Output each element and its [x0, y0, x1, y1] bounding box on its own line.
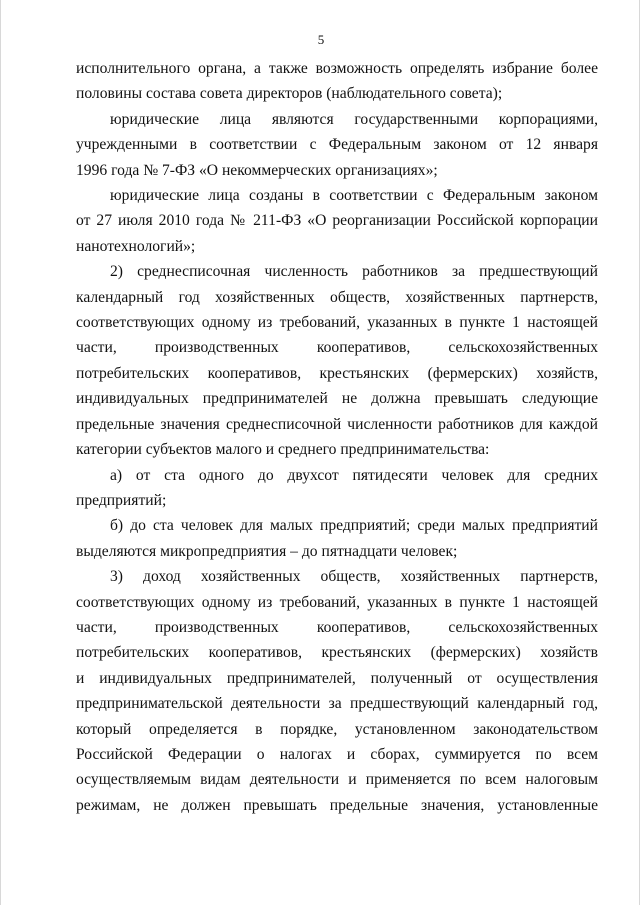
text-line: календарный год хозяйственных обществ, хозяйственных партнерств,: [76, 288, 598, 306]
text-line: а) от ста одного до двухсот пятидесяти человек для средних предприятий;: [76, 466, 598, 509]
text-line: части, производственных кооперативов, сельскохозяйственных: [76, 618, 598, 636]
text-line: части, производственных кооперативов, сельскохозяйственных: [76, 339, 598, 357]
text-line: от 27 июля 2010 года № 211-ФЗ «О реорганизации Российской корпорации: [76, 212, 598, 230]
page-number: 5: [317, 32, 325, 47]
text-line: категории субъектов малого и среднего предпринимательства:: [76, 441, 490, 459]
text-line: Российской Федерации о налогах и сборах, суммируется по всем: [76, 745, 598, 763]
text-line: режимам, не должен превышать предельные значения, установленные: [76, 796, 598, 814]
text-line: который определяется в порядке, установленном законодательством: [76, 720, 598, 738]
text-line: юридические лица являются государственными корпорациями,: [110, 110, 598, 128]
text-line: и индивидуальных предпринимателей, полученный от осуществления: [76, 669, 598, 687]
text-line: половины состава совета директоров (наблюдательного совета);: [76, 85, 503, 103]
text-line: осуществляемым видам деятельности и применяется по всем налоговым: [76, 771, 598, 789]
text-line: 1996 года № 7-ФЗ «О некоммерческих организациях»;: [76, 161, 438, 179]
text-line: соответствующих одному из требований, указанных в пункте 1 настоящей: [76, 314, 598, 332]
text-line: нанотехнологий»;: [76, 237, 196, 255]
text-line: индивидуальных предпринимателей не должна превышать следующие: [76, 390, 598, 408]
text-line: исполнительного органа, а также возможность определять избрание более: [76, 60, 598, 77]
text-line: 3) доход хозяйственных обществ, хозяйственных партнерств,: [110, 568, 598, 586]
text-line: б) до ста человек для малых предприятий; среди малых предприятий: [110, 517, 598, 535]
text-line: 2) среднесписочная численность работников за предшествующий: [110, 263, 598, 281]
text-line: потребительских кооперативов, крестьянских (фермерских) хозяйств: [76, 644, 598, 662]
text-line: предпринимательской деятельности за предшествующий календарный год,: [76, 695, 598, 713]
text-line: предельные значения среднесписочной численности работников для каждой: [76, 415, 598, 433]
text-line: соответствующих одному из требований, указанных в пункте 1 настоящей: [76, 593, 598, 611]
document-body: [76, 56, 598, 818]
text-line: юридические лица созданы в соответствии с Федеральным законом: [110, 187, 598, 205]
text-line: выделяются микропредприятия – до пятнадцати человек;: [76, 542, 458, 560]
text-line: потребительских кооперативов, крестьянских (фермерских) хозяйств,: [76, 364, 598, 382]
text-line: учрежденными в соответствии с Федеральным законом от 12 января: [76, 136, 598, 154]
